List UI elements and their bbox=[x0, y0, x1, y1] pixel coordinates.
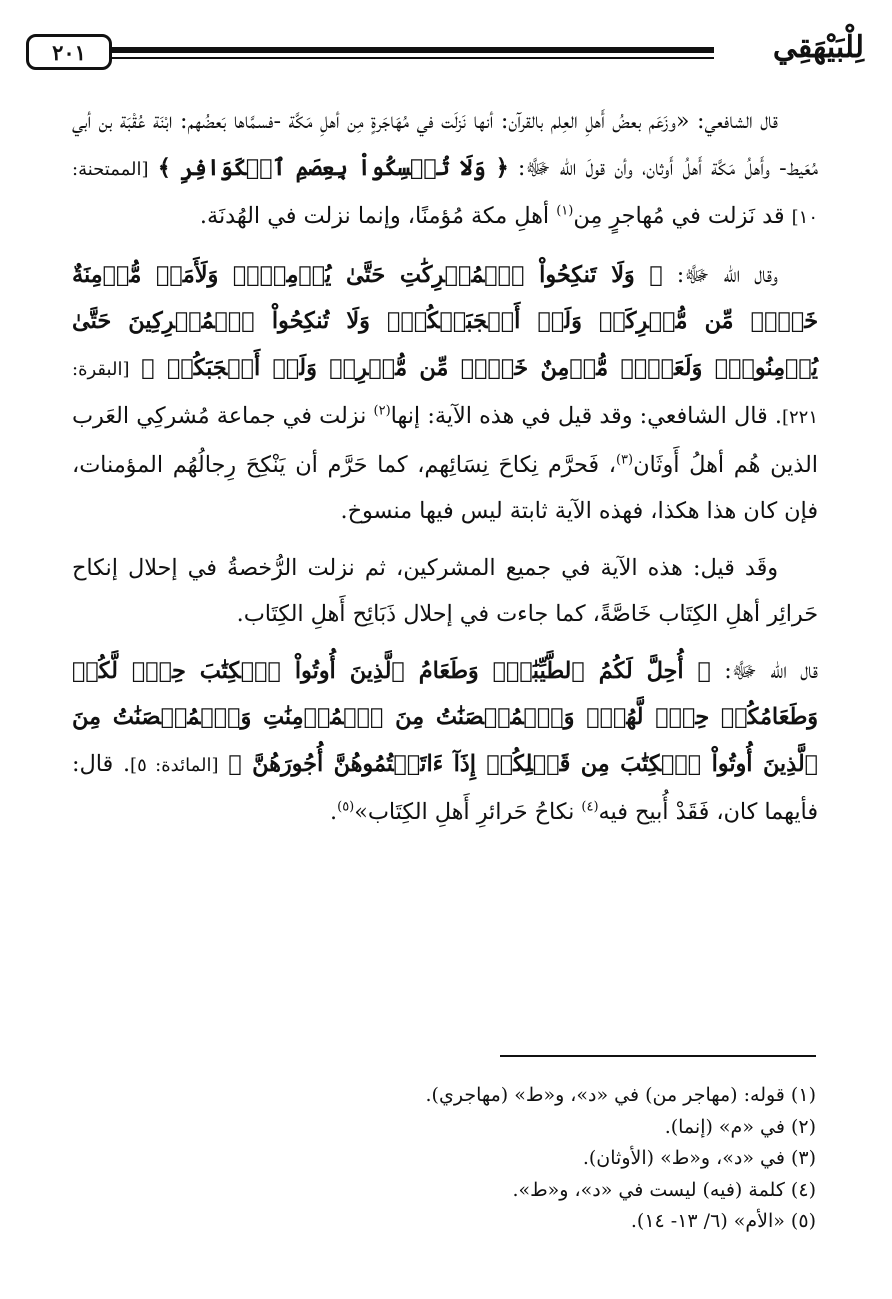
footnote-marker-4[interactable]: (٤) bbox=[581, 799, 599, 815]
paragraph-3 bbox=[72, 545, 818, 638]
text: وقال الله ﷻ: bbox=[676, 261, 778, 288]
text: قد نَزلت في مُهاجرٍ مِن bbox=[573, 203, 785, 229]
text: نزلت في جماعة مُشركِي العَرب الذين هُم أهلُ أَوثَان bbox=[72, 403, 818, 478]
footnote-marker-2[interactable]: (٢) bbox=[373, 403, 391, 419]
paragraph-4 bbox=[72, 648, 818, 836]
text: نكاحُ حَرائرِ أَهلِ الكِتَاب» bbox=[354, 799, 575, 825]
footnote-marker-1[interactable]: (١) bbox=[556, 203, 574, 219]
text: . bbox=[330, 799, 338, 825]
footnotes bbox=[60, 1080, 816, 1238]
verse-reference: [البقرة: ٢٢١] bbox=[72, 358, 819, 428]
text: ، فَحرَّم نِكاحَ نِسَائِهم، كما حَرَّم أن يَنْكِحَ رِجالُهُم المؤمنات، فإن كان هذا هكذا، فهذه الآية ثابتة ليس فيها منسوخ. bbox=[72, 451, 818, 524]
footnote-5: (٥) «الأم» (٦/ ١٣- ١٤). bbox=[630, 1210, 816, 1232]
footnote-4: (٤) كلمة (فيه) ليست في «د»، و«ط». bbox=[512, 1178, 816, 1201]
footnote-marker-5[interactable]: (٥) bbox=[337, 799, 355, 815]
paragraph-2 bbox=[72, 252, 818, 535]
text: وقَد قيل: هذه الآية في جميع المشركين، ثم نزلت الرُّخصةُ في إحلال إنكاح حَرائِر أهلِ الكِتَاب خَاصَّةً، كما جاءت في إحلال ذَبَائِح أَهلِ الكِتَاب. bbox=[72, 554, 818, 627]
text: قال الشافعي: «وزَعَم بعضُ أَهلِ العِلم بالقرآن: أنها نَزلَت في مُهَاجَرةٍ مِن أهلِ مَكَّة -فسمَّاها بَعضُهم: ابْنَة عُقْبَة بن أبي مُعَيط- وأَهلُ مَكَّة أَهلُ أَوثان، وأن قولَ الله ﷻ: bbox=[72, 108, 819, 181]
footnote-separator bbox=[500, 1055, 816, 1057]
header-rule-thick bbox=[112, 47, 714, 53]
footnote-marker-3[interactable]: (٣) bbox=[615, 452, 634, 468]
main-text bbox=[72, 98, 818, 846]
text: . قال: فأيهما كان، فَقَدْ أُبيح فيه bbox=[72, 750, 818, 825]
paragraph-1 bbox=[72, 98, 818, 242]
quran-verse: ﴿ أُحِلَّ لَكُمُ ٱلطَّيِّبَٰتُۖ وَطَعَامُ ٱلَّذِينَ أُوتُواْ ٱلۡكِتَٰبَ حِلّٞ لَّكُمۡ وَطَعَامُكُمۡ حِلّٞ لَّهُمۡۖ وَٱلۡمُحۡصَنَٰتُ مِنَ ٱلۡمُؤۡمِنَٰتِ وَٱلۡمُحۡصَنَٰتُ مِنَ ٱلَّذِينَ أُوتُواْ ٱلۡكِتَٰبَ مِن قَبۡلِكُمۡ إِذَآ ءَاتَيۡتُمُوهُنَّ أُجُورَهُنَّ ﴾ bbox=[72, 657, 819, 777]
footnote-1: (١) قوله: (مهاجر من) في «د»، و«ط» (مهاجري). bbox=[425, 1084, 816, 1106]
header-rule-thin bbox=[112, 57, 714, 59]
footnote-2: (٢) في «م» (إنما). bbox=[664, 1115, 816, 1138]
text: قال الله ﷻ: bbox=[724, 657, 818, 684]
footnote-3: (٣) في «د»، و«ط» (الأوثان). bbox=[582, 1147, 816, 1169]
quran-verse: ﴿ وَلَا تَنكِحُواْ ٱلۡمُشۡرِكَٰتِ حَتَّىٰ يُؤۡمِنَّۚ وَلَأَمَةٞ مُّؤۡمِنَةٌ خَيۡرٞ مِّن مُّشۡرِكَةٖ وَلَوۡ أَعۡجَبَتۡكُمۡۗ وَلَا تُنكِحُواْ ٱلۡمُشۡرِكِينَ حَتَّىٰ يُؤۡمِنُواْۚ وَلَعَبۡدٞ مُّؤۡمِنٌ خَيۡرٞ مِّن مُّشۡرِكٖ وَلَوۡ أَعۡجَبَكُمۡ ﴾ bbox=[72, 261, 818, 381]
text: . قال الشافعي: وقد قيل في هذه الآية: إنها bbox=[390, 403, 782, 429]
page-number: ٢٠١ bbox=[26, 34, 112, 70]
page-header bbox=[26, 30, 864, 80]
running-title: لِلْبَيْهَقِي bbox=[772, 30, 864, 65]
verse-reference: [الممتحنة: ١٠] bbox=[72, 158, 818, 228]
quran-verse: ﴿ وَلَا تُمۡسِكُواْ بِعِصَمِ ٱلۡكَوَافِرِ ﴾ bbox=[157, 154, 509, 181]
text: أهلِ مكة مُؤمنًا، وإنما نزلت في الهُدنَة. bbox=[199, 203, 550, 229]
verse-reference: [المائدة: ٥] bbox=[130, 754, 219, 776]
